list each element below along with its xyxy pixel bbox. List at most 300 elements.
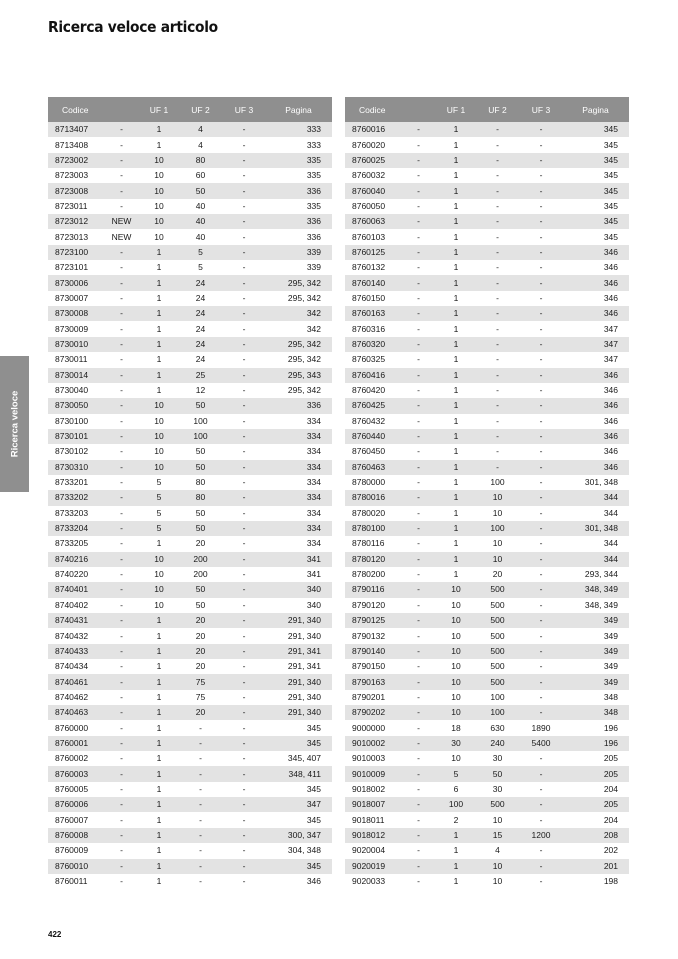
table-row	[345, 874, 629, 889]
cell-uf1: 10	[437, 674, 475, 689]
cell-uf3: -	[520, 490, 562, 505]
cell-note: -	[103, 275, 140, 290]
table-row	[345, 782, 629, 797]
cell-codice: 8760163	[345, 306, 400, 321]
cell-note: -	[103, 552, 140, 567]
cell-uf3: -	[539, 415, 543, 426]
table-row	[48, 475, 332, 490]
cell-codice: 8760005	[55, 783, 89, 794]
cell-codice: 8733205	[55, 538, 89, 549]
cell-codice: 8780116	[352, 538, 385, 549]
cell-note: -	[400, 368, 437, 383]
cell-codice: 8723012	[48, 214, 103, 229]
cell-codice: 8760002	[55, 753, 89, 764]
cell-note: -	[417, 538, 420, 549]
cell-pagina: 204	[603, 814, 618, 825]
cell-uf3: -	[520, 275, 562, 290]
cell-uf1: 1	[156, 354, 162, 365]
cell-note: -	[120, 814, 123, 825]
cell-codice: 8790125	[345, 613, 400, 628]
cell-uf3: -	[242, 477, 246, 488]
cell-uf1: 10	[451, 630, 461, 641]
cell-pagina: 208	[562, 828, 629, 843]
cell-codice: 8790116	[345, 582, 400, 597]
table-header-row	[345, 97, 629, 122]
cell-uf3: -	[223, 674, 265, 689]
cell-note: -	[120, 845, 123, 856]
cell-uf2: -	[496, 170, 499, 181]
cell-pagina: 346	[603, 292, 618, 303]
table-row	[345, 506, 629, 521]
cell-codice: 8713408	[55, 139, 89, 150]
cell-codice: 8790150	[352, 661, 386, 672]
cell-uf3: -	[223, 429, 265, 444]
cell-uf1: 1	[453, 323, 459, 334]
cell-uf1: 1	[453, 507, 459, 518]
table-row	[48, 414, 332, 429]
cell-codice: 8760140	[345, 275, 400, 290]
cell-pagina: 301, 348	[562, 521, 629, 536]
cell-codice: 8733201	[55, 477, 89, 488]
cell-uf1: 10	[437, 613, 475, 628]
cell-uf3: -	[539, 385, 543, 396]
cell-uf3: -	[223, 337, 265, 352]
table-row	[48, 352, 332, 367]
cell-uf3: -	[520, 122, 562, 137]
cell-pagina: 348, 349	[562, 582, 629, 597]
cell-uf2: 10	[475, 552, 520, 567]
cell-uf3: -	[539, 477, 543, 488]
cell-uf2: 20	[178, 613, 223, 628]
table-row	[48, 859, 332, 874]
table-row	[48, 797, 332, 812]
cell-pagina: 346	[562, 275, 629, 290]
table-row	[345, 383, 629, 398]
cell-uf3: -	[223, 245, 265, 260]
cell-uf2: 500	[490, 599, 505, 610]
cell-pagina: 295, 342	[287, 354, 321, 365]
cell-pagina: 345, 407	[287, 753, 321, 764]
header-codice: Codice	[48, 97, 103, 122]
cell-uf1: 1	[156, 814, 162, 825]
cell-uf3: -	[242, 507, 246, 518]
cell-codice: 8790201	[352, 691, 386, 702]
cell-uf1: 5	[156, 507, 162, 518]
cell-note: -	[103, 306, 140, 321]
cell-pagina: 334	[265, 460, 332, 475]
header-uf2: UF 2	[475, 97, 520, 122]
cell-note: -	[417, 569, 420, 580]
cell-codice: 8760008	[48, 828, 103, 843]
cell-pagina: 345	[562, 183, 629, 198]
table-row	[48, 782, 332, 797]
cell-uf1: 1	[156, 630, 162, 641]
cell-uf3: -	[520, 153, 562, 168]
cell-uf2: 20	[492, 569, 503, 580]
cell-uf3: -	[223, 153, 265, 168]
cell-note: -	[103, 368, 140, 383]
cell-uf1: 2	[453, 814, 459, 825]
cell-uf2: -	[475, 368, 520, 383]
cell-uf1: 1	[437, 429, 475, 444]
cell-codice: 9018007	[345, 797, 400, 812]
cell-note: -	[400, 613, 437, 628]
cell-note: -	[120, 415, 123, 426]
cell-codice: 8790163	[345, 674, 400, 689]
cell-uf3: -	[520, 429, 562, 444]
cell-uf3: -	[242, 691, 246, 702]
cell-uf1: 5	[140, 521, 178, 536]
cell-codice: 8730050	[48, 398, 103, 413]
cell-pagina: 291, 340	[265, 674, 332, 689]
cell-note: -	[417, 722, 420, 733]
cell-uf2: 100	[490, 477, 505, 488]
cell-uf1: 10	[154, 170, 164, 181]
header-codice: Codice	[345, 97, 400, 122]
cell-codice: 8760420	[352, 385, 386, 396]
cell-uf3: -	[223, 122, 265, 137]
cell-codice: 8760032	[352, 170, 386, 181]
cell-uf2: 500	[490, 630, 505, 641]
table-row	[48, 766, 332, 781]
cell-pagina: 339	[306, 262, 321, 273]
cell-uf3: -	[520, 859, 562, 874]
cell-pagina: 345	[603, 170, 618, 181]
cell-pagina: 196	[562, 736, 629, 751]
cell-codice: 8780100	[345, 521, 400, 536]
cell-uf2: -	[475, 429, 520, 444]
cell-pagina: 336	[265, 214, 332, 229]
cell-note: -	[103, 337, 140, 352]
cell-codice: 8723002	[48, 153, 103, 168]
cell-pagina: 349	[603, 630, 618, 641]
cell-uf2: 4	[178, 122, 223, 137]
cell-note: -	[120, 753, 123, 764]
table-row	[48, 536, 332, 551]
cell-uf2: 15	[475, 828, 520, 843]
cell-pagina: 348, 411	[265, 766, 332, 781]
table-row	[345, 229, 629, 244]
cell-uf3: -	[520, 460, 562, 475]
cell-note: -	[120, 538, 123, 549]
cell-uf1: 10	[437, 582, 475, 597]
cell-codice: 8733204	[48, 521, 103, 536]
left-article-table	[48, 97, 332, 889]
cell-uf3: -	[223, 582, 265, 597]
table-row	[345, 168, 629, 183]
header-uf3: UF 3	[223, 97, 265, 122]
cell-codice: 8730100	[55, 415, 89, 426]
cell-uf1: 1	[437, 183, 475, 198]
cell-uf1: 1	[453, 262, 459, 273]
cell-uf2: -	[496, 446, 499, 457]
cell-note: -	[400, 828, 437, 843]
cell-uf2: 200	[193, 569, 208, 580]
header-uf1: UF 1	[140, 97, 178, 122]
cell-codice: 8730009	[55, 323, 89, 334]
cell-codice: 8760009	[55, 845, 89, 856]
cell-codice: 8740402	[55, 599, 89, 610]
table-row	[48, 153, 332, 168]
cell-note: -	[120, 691, 123, 702]
cell-codice: 8760001	[48, 736, 103, 751]
cell-codice: 8723011	[55, 200, 88, 211]
cell-pagina: 345	[562, 214, 629, 229]
cell-uf2: 100	[193, 415, 208, 426]
cell-note: -	[103, 736, 140, 751]
cell-uf1: 1	[437, 828, 475, 843]
cell-note: -	[400, 736, 437, 751]
cell-uf2: 200	[178, 552, 223, 567]
table-row	[48, 690, 332, 705]
cell-pagina: 295, 342	[287, 292, 321, 303]
cell-codice: 9000000	[352, 722, 386, 733]
cell-pagina: 198	[603, 876, 618, 887]
cell-note: -	[103, 183, 140, 198]
cell-uf2: 500	[475, 797, 520, 812]
cell-pagina: 345	[306, 722, 321, 733]
cell-uf2: -	[496, 139, 499, 150]
cell-uf2: -	[475, 153, 520, 168]
cell-uf1: 10	[154, 446, 164, 457]
cell-codice: 8780120	[345, 552, 400, 567]
cell-note: -	[103, 859, 140, 874]
table-row	[345, 429, 629, 444]
cell-note: -	[120, 385, 123, 396]
cell-uf1: 1	[140, 122, 178, 137]
cell-codice: 9010009	[345, 766, 400, 781]
cell-note: -	[120, 323, 123, 334]
cell-uf1: 1	[140, 368, 178, 383]
table-row	[345, 674, 629, 689]
cell-pagina: 291, 340	[287, 691, 321, 702]
cell-uf3: -	[520, 306, 562, 321]
table-row	[345, 137, 629, 152]
cell-pagina: 336	[265, 398, 332, 413]
table-row	[48, 490, 332, 505]
cell-uf2: 100	[475, 521, 520, 536]
table-row	[345, 214, 629, 229]
cell-uf2: 20	[195, 538, 206, 549]
table-row	[345, 598, 629, 613]
cell-codice: 8760463	[345, 460, 400, 475]
cell-uf1: 1	[437, 859, 475, 874]
cell-pagina: 295, 342	[265, 337, 332, 352]
table-row	[48, 137, 332, 152]
cell-uf3: -	[242, 661, 246, 672]
cell-codice: 8740216	[48, 552, 103, 567]
table-row	[345, 644, 629, 659]
cell-note: -	[120, 446, 123, 457]
table-row	[48, 245, 332, 260]
cell-uf1: 1	[156, 538, 162, 549]
cell-uf2: 75	[195, 691, 206, 702]
cell-note: -	[417, 170, 420, 181]
table-row	[345, 490, 629, 505]
cell-uf3: -	[242, 630, 246, 641]
cell-codice: 8740433	[48, 644, 103, 659]
cell-pagina: 291, 341	[287, 661, 321, 672]
cell-uf2: 100	[178, 429, 223, 444]
cell-uf2: 10	[492, 814, 503, 825]
cell-uf3: -	[520, 368, 562, 383]
cell-codice: 8780016	[345, 490, 400, 505]
table-row	[48, 674, 332, 689]
cell-codice: 8760125	[345, 245, 400, 260]
header-note	[103, 97, 140, 122]
cell-uf3: -	[242, 753, 246, 764]
cell-pagina: 336	[306, 231, 321, 242]
cell-note: -	[417, 385, 420, 396]
cell-codice: 8740431	[48, 613, 103, 628]
cell-pagina: 293, 344	[584, 569, 618, 580]
cell-note: -	[417, 876, 420, 887]
cell-uf3: -	[242, 200, 246, 211]
cell-pagina: 334	[265, 429, 332, 444]
cell-uf1: 1	[437, 368, 475, 383]
cell-uf3: -	[223, 214, 265, 229]
cell-note: -	[400, 275, 437, 290]
cell-uf2: 5	[178, 245, 223, 260]
cell-uf2: 80	[195, 477, 206, 488]
cell-codice: 8730008	[48, 306, 103, 321]
table-row	[48, 828, 332, 843]
cell-uf3: -	[520, 245, 562, 260]
cell-uf3: -	[520, 214, 562, 229]
cell-uf3: -	[242, 783, 246, 794]
cell-uf1: 1	[453, 170, 459, 181]
cell-uf2: 10	[492, 876, 503, 887]
cell-codice: 8760063	[345, 214, 400, 229]
cell-uf2: 20	[195, 630, 206, 641]
cell-uf3: -	[539, 292, 543, 303]
cell-codice: 8760010	[48, 859, 103, 874]
table-row	[345, 414, 629, 429]
side-section-tab-label: Ricerca veloce	[9, 390, 20, 458]
cell-note: -	[103, 122, 140, 137]
cell-uf3: 5400	[520, 736, 562, 751]
cell-uf3: -	[242, 231, 246, 242]
cell-uf2: 10	[475, 490, 520, 505]
cell-pagina: 341	[265, 552, 332, 567]
cell-note: NEW	[103, 214, 140, 229]
cell-pagina: 345	[603, 200, 618, 211]
cell-pagina: 346	[306, 876, 321, 887]
table-row	[48, 613, 332, 628]
cell-note: -	[417, 292, 420, 303]
table-row	[48, 736, 332, 751]
cell-uf2: 24	[195, 292, 206, 303]
table-row	[345, 291, 629, 306]
cell-codice: 8760316	[352, 323, 386, 334]
cell-uf2: 10	[475, 859, 520, 874]
cell-pagina: 334	[306, 415, 321, 426]
cell-uf2: -	[178, 828, 223, 843]
cell-uf2: 500	[475, 674, 520, 689]
cell-note: -	[417, 661, 420, 672]
cell-codice: 8760150	[352, 292, 386, 303]
cell-pagina: 342	[265, 306, 332, 321]
cell-note: -	[120, 477, 123, 488]
page-title: Ricerca veloce articolo	[48, 18, 218, 36]
cell-pagina: 345	[265, 859, 332, 874]
cell-note: -	[400, 490, 437, 505]
cell-note: -	[103, 521, 140, 536]
table-row	[48, 644, 332, 659]
cell-uf3: -	[520, 674, 562, 689]
cell-codice: 8733203	[55, 507, 89, 518]
table-row	[48, 337, 332, 352]
table-row	[48, 751, 332, 766]
cell-note: -	[120, 722, 123, 733]
cell-uf1: 10	[140, 153, 178, 168]
cell-uf1: 1	[140, 245, 178, 260]
cell-uf3: -	[539, 753, 543, 764]
table-row	[48, 229, 332, 244]
cell-note: -	[417, 783, 420, 794]
table-row	[345, 613, 629, 628]
cell-uf3: -	[223, 552, 265, 567]
cell-codice: 9020033	[352, 876, 386, 887]
cell-uf1: 1	[453, 446, 459, 457]
cell-note: -	[120, 170, 123, 181]
cell-pagina: 336	[265, 183, 332, 198]
cell-uf2: -	[199, 845, 202, 856]
cell-pagina: 349	[603, 661, 618, 672]
cell-note: -	[400, 306, 437, 321]
cell-codice: 8760050	[352, 200, 386, 211]
cell-uf3: -	[539, 538, 543, 549]
cell-codice: 8760003	[48, 766, 103, 781]
cell-note: -	[417, 630, 420, 641]
cell-uf1: 1	[156, 876, 162, 887]
cell-pagina: 345	[562, 122, 629, 137]
cell-pagina: 342	[306, 323, 321, 334]
cell-uf2: -	[496, 415, 499, 426]
cell-codice: 8723008	[48, 183, 103, 198]
cell-uf2: -	[475, 214, 520, 229]
cell-uf1: 10	[140, 214, 178, 229]
cell-uf1: 1	[140, 705, 178, 720]
cell-pagina: 347	[562, 337, 629, 352]
cell-uf1: 1	[437, 398, 475, 413]
cell-note: -	[120, 569, 123, 580]
cell-codice: 8760000	[55, 722, 89, 733]
cell-uf2: 60	[195, 170, 206, 181]
cell-note: -	[417, 415, 420, 426]
cell-uf3: -	[539, 691, 543, 702]
cell-uf1: 10	[140, 429, 178, 444]
cell-codice: 8760320	[345, 337, 400, 352]
table-row	[345, 352, 629, 367]
cell-codice: 8760432	[352, 415, 386, 426]
cell-pagina: 204	[603, 783, 618, 794]
cell-pagina: 344	[603, 538, 618, 549]
cell-pagina: 291, 340	[265, 705, 332, 720]
cell-uf1: 1	[453, 200, 459, 211]
cell-codice: 8740401	[48, 582, 103, 597]
cell-uf2: 100	[490, 691, 505, 702]
cell-note: -	[417, 507, 420, 518]
table-row	[48, 122, 332, 137]
cell-note: -	[103, 705, 140, 720]
table-row	[48, 552, 332, 567]
cell-pagina: 205	[562, 766, 629, 781]
cell-uf2: 24	[178, 337, 223, 352]
cell-codice: 8760416	[345, 368, 400, 383]
cell-codice: 8730007	[55, 292, 89, 303]
cell-uf3: -	[242, 569, 246, 580]
